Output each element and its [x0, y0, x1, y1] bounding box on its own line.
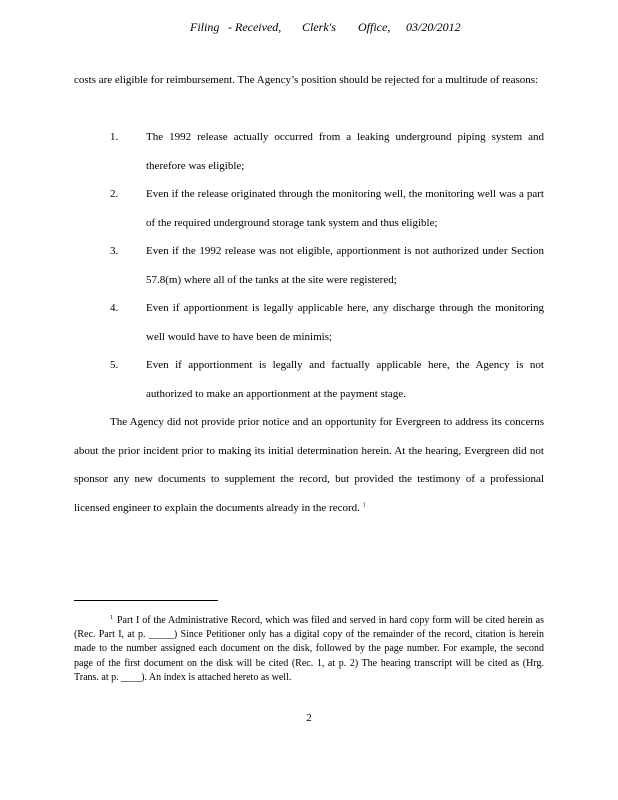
list-item-number: 2.	[110, 188, 119, 200]
list-item	[74, 294, 544, 351]
main-paragraph-text: The Agency did not provide prior notice and an opportunity for Evergreen to address its concerns about the prior incident prior to making its initial determination herein. At the hearing, Evergreen did not sponsor any new documents to supplement the record, but provided the testimony of a professional licensed engineer to explain the documents already in the record.	[74, 416, 544, 514]
intro-paragraph: costs are eligible for reimbursement. The Agency’s position should be rejected for a multitude of reasons:	[74, 74, 539, 86]
header-received: - Received,	[228, 20, 282, 34]
list-item-text: The 1992 release actually occurred from a leaking underground piping system and therefore was eligible;	[146, 131, 544, 172]
footnote-marker: 1	[110, 614, 113, 621]
footnote-reference: 1	[362, 501, 366, 508]
header-date: 03/20/2012	[406, 20, 461, 34]
footnote-text: Part I of the Administrative Record, which was filed and served in hard copy form will be cited herein as (Rec. Part I, at p. _____) Since Petitioner only has a digital copy of the remainder of the record, citation is herein made to the number assigned each document on the disk, followed by the page number. For example, the second page of the first document on the disk will be cited (Rec. 1, at p. 2) The hearing transcript will be cited as (Hrg. Trans. at p. ____). An index is attached hereto as well.	[74, 615, 544, 683]
list-item	[74, 237, 544, 294]
footnote	[74, 614, 544, 685]
list-item-number: 3.	[110, 245, 119, 257]
list-item-number: 5.	[110, 359, 119, 371]
main-paragraph	[74, 408, 544, 522]
numbered-list	[74, 123, 544, 408]
list-item	[74, 123, 544, 180]
list-item	[74, 351, 544, 408]
list-item-text: Even if apportionment is legally applicable here, any discharge through the monitoring well would have to have been de minimis;	[146, 302, 544, 343]
header-filing: Filing	[190, 20, 220, 34]
header-office: Office,	[358, 20, 391, 34]
page-number: 2	[306, 712, 312, 724]
header-clerks: Clerk's	[302, 20, 336, 34]
list-item-text: Even if the 1992 release was not eligible, apportionment is not authorized under Section 57.8(m) where all of the tanks at the site were registered;	[146, 245, 544, 286]
list-item	[74, 180, 544, 237]
list-item-number: 1.	[110, 131, 119, 143]
list-item-number: 4.	[110, 302, 119, 314]
list-item-text: Even if apportionment is legally and factually applicable here, the Agency is not authorized to make an apportionment at the payment stage.	[146, 359, 544, 400]
footnote-separator	[74, 600, 218, 601]
list-item-text: Even if the release originated through the monitoring well, the monitoring well was a part of the required underground storage tank system and thus eligible;	[146, 188, 544, 229]
